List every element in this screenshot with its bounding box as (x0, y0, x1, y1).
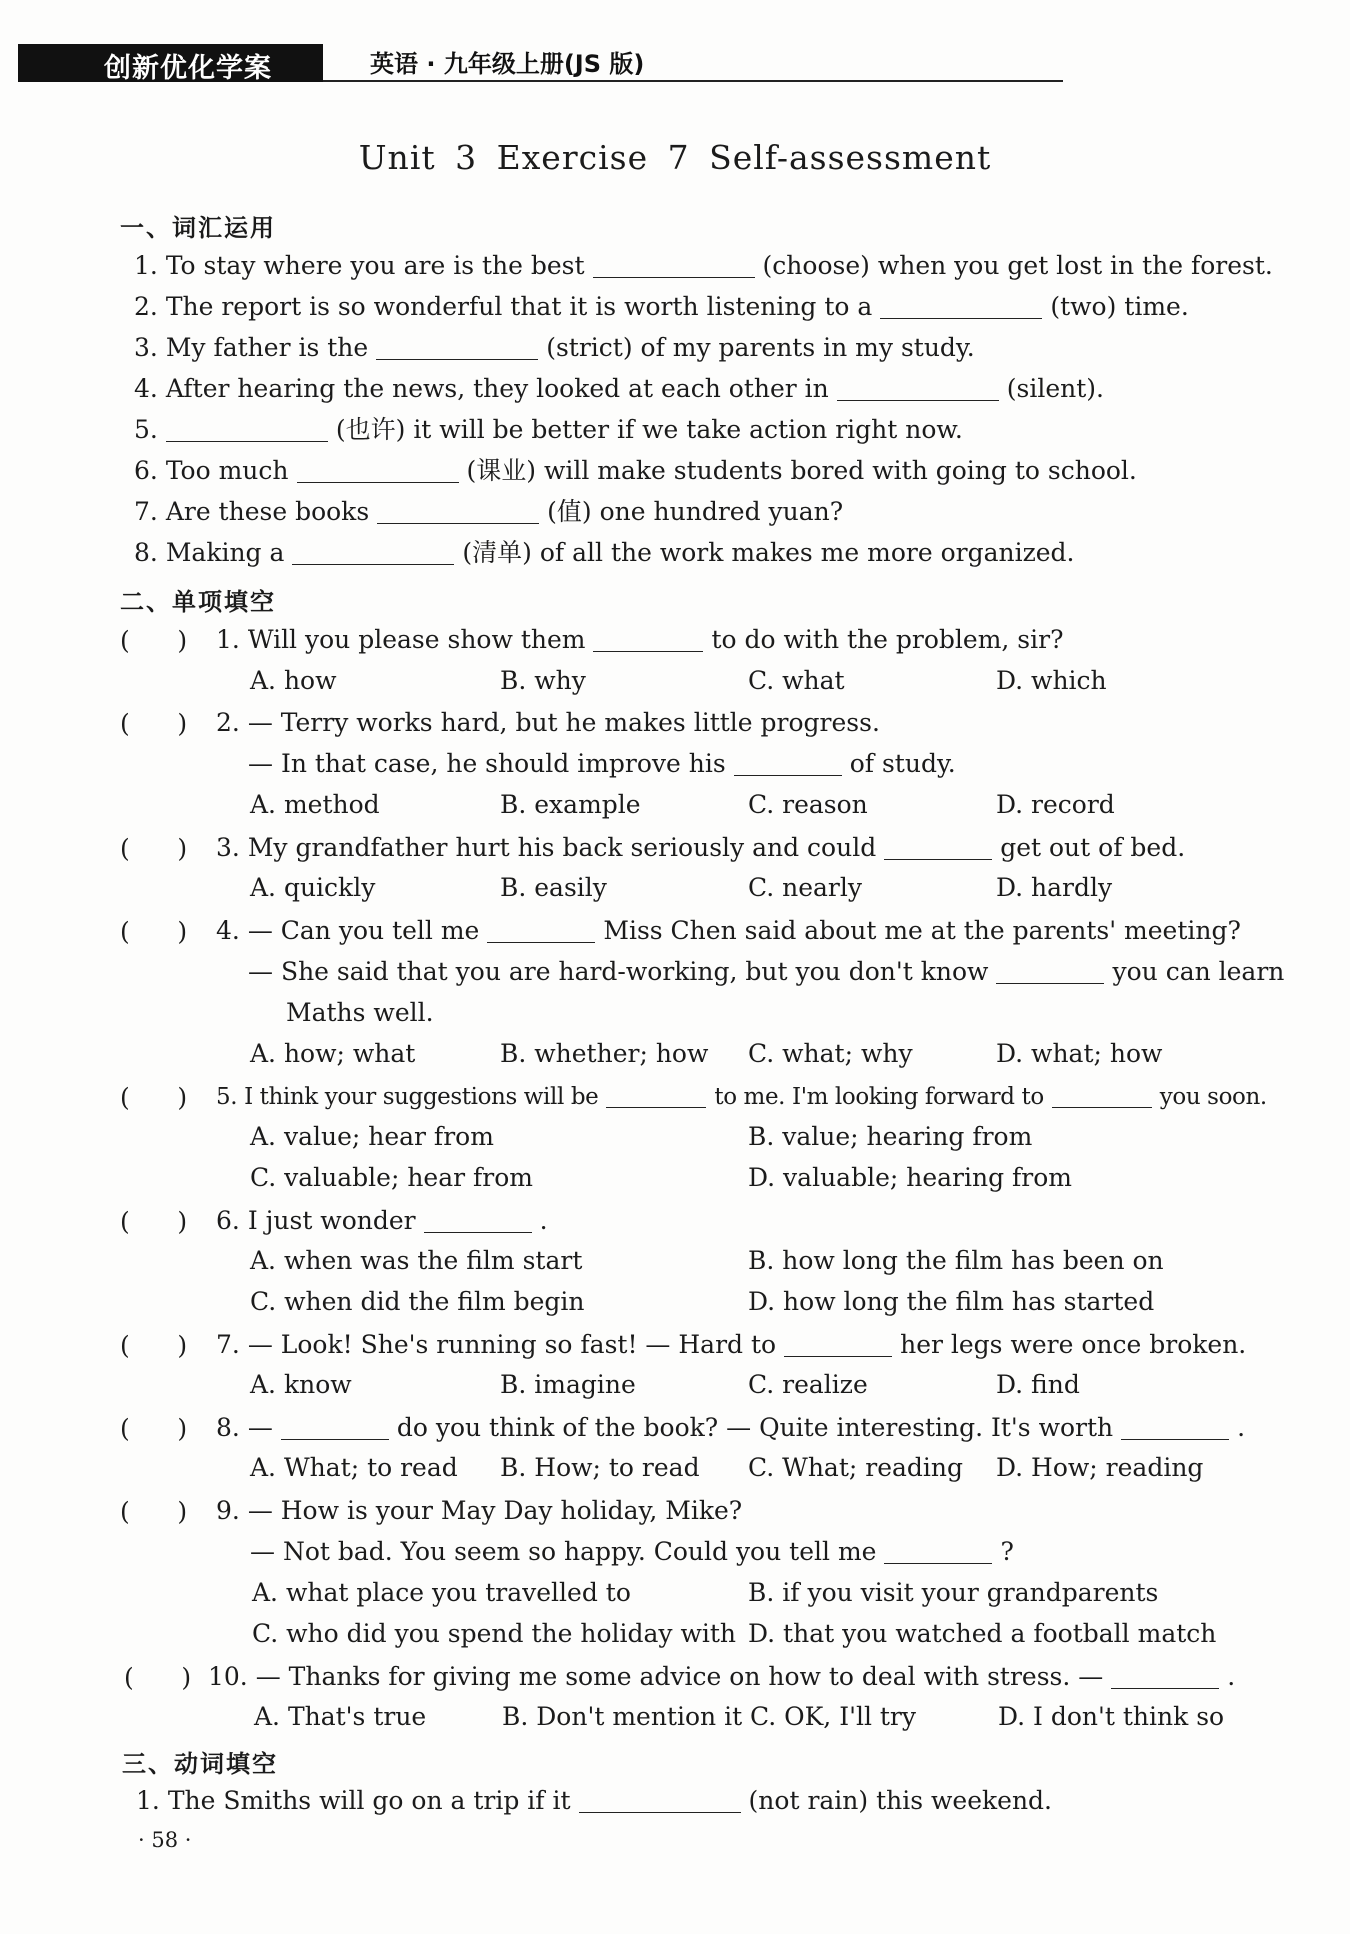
verb-item: 1. The Smiths will go on a trip if it (not rain) this weekend. (136, 1786, 1053, 1815)
vocab-item: 8. Making a (清单) of all the work makes me more organized. (134, 538, 1075, 567)
option: C. when did the film begin (250, 1287, 585, 1316)
answer-blank (884, 1539, 992, 1564)
option: D. find (996, 1370, 1080, 1399)
answer-parentheses[interactable]: ( ) (120, 709, 188, 738)
question-line: Maths well. (286, 998, 434, 1027)
answer-parentheses[interactable]: ( ) (120, 626, 188, 655)
answer-blank (424, 1208, 532, 1233)
question-line: — In that case, he should improve his of study. (248, 749, 956, 778)
answer-blank (606, 1083, 706, 1108)
option: A. quickly (250, 873, 376, 902)
option: D. hardly (996, 873, 1113, 902)
option: D. How; reading (996, 1453, 1204, 1482)
answer-blank[interactable] (593, 253, 755, 278)
option: B. imagine (500, 1370, 636, 1399)
option: C. reason (748, 790, 868, 819)
option: B. value; hearing from (748, 1122, 1033, 1151)
question-line: — She said that you are hard-working, but you don't know you can learn (248, 957, 1285, 986)
answer-blank[interactable] (377, 499, 539, 524)
option: D. I don't think so (998, 1702, 1225, 1731)
question-stem: 6. I just wonder . (216, 1206, 548, 1235)
option: B. whether; how (500, 1039, 709, 1068)
answer-blank[interactable] (376, 335, 538, 360)
answer-blank[interactable] (166, 417, 328, 442)
answer-blank (734, 751, 842, 776)
answer-blank[interactable] (297, 458, 459, 483)
option: B. how long the film has been on (748, 1246, 1164, 1275)
option: B. if you visit your grandparents (748, 1578, 1159, 1607)
option: A. method (250, 790, 380, 819)
option: C. what (748, 666, 845, 695)
question-stem: 9. — How is your May Day holiday, Mike? (216, 1496, 743, 1525)
answer-parentheses[interactable]: ( ) (120, 1414, 188, 1443)
option: D. which (996, 666, 1107, 695)
answer-blank (593, 627, 703, 652)
question-stem: 2. — Terry works hard, but he makes little progress. (216, 708, 880, 737)
vocab-item: 5. (也许) it will be better if we take action right now. (134, 415, 963, 444)
vocab-item: 3. My father is the (strict) of my parents in my study. (134, 333, 975, 362)
question-stem: 7. — Look! She's running so fast! — Hard to her legs were once broken. (216, 1330, 1247, 1359)
option: C. who did you spend the holiday with (252, 1619, 737, 1648)
option: A. value; hear from (250, 1122, 494, 1151)
answer-blank (487, 918, 595, 943)
vocab-item: 7. Are these books (值) one hundred yuan? (134, 497, 844, 526)
answer-blank (281, 1415, 389, 1440)
answer-parentheses[interactable]: ( ) (120, 834, 188, 863)
page-header (18, 40, 1058, 88)
option: A. what place you travelled to (252, 1578, 631, 1607)
answer-parentheses[interactable]: ( ) (124, 1663, 192, 1692)
answer-parentheses[interactable]: ( ) (120, 1083, 188, 1112)
option: B. Don't mention it (502, 1702, 743, 1731)
section-heading-vocabulary: 一、词汇运用 (120, 214, 276, 242)
answer-blank (1121, 1415, 1229, 1440)
option: C. nearly (748, 873, 863, 902)
answer-blank (996, 959, 1104, 984)
option: A. how (250, 666, 337, 695)
question-stem: 3. My grandfather hurt his back seriously and could get out of bed. (216, 833, 1186, 862)
option: A. That's true (254, 1702, 427, 1731)
brand-logo-text: 创新优化学案 (104, 53, 272, 84)
option: B. why (500, 666, 586, 695)
answer-blank[interactable] (579, 1788, 741, 1813)
option: A. know (250, 1370, 352, 1399)
question-stem: 4. — Can you tell me Miss Chen said about me at the parents' meeting? (216, 916, 1241, 945)
vocab-item: 1. To stay where you are is the best (choose) when you get lost in the forest. (134, 251, 1273, 280)
question-stem: 1. Will you please show them to do with the problem, sir? (216, 625, 1064, 654)
option: A. how; what (250, 1039, 416, 1068)
brand-band (18, 44, 323, 82)
answer-parentheses[interactable]: ( ) (120, 1497, 188, 1526)
header-rule (323, 80, 1063, 82)
answer-parentheses[interactable]: ( ) (120, 1331, 188, 1360)
option: B. How; to read (500, 1453, 700, 1482)
option: C. realize (748, 1370, 868, 1399)
option: C. valuable; hear from (250, 1163, 533, 1192)
question-stem: 10. — Thanks for giving me some advice on how to deal with stress. — . (208, 1662, 1236, 1691)
option: C. what; why (748, 1039, 913, 1068)
option: A. when was the film start (250, 1246, 583, 1275)
book-title: 英语 · 九年级上册(JS 版) (370, 50, 645, 78)
answer-parentheses[interactable]: ( ) (120, 1207, 188, 1236)
question-stem: 8. — do you think of the book? — Quite interesting. It's worth . (216, 1413, 1246, 1442)
question-line: — Not bad. You seem so happy. Could you tell me ? (250, 1537, 1014, 1566)
option: D. record (996, 790, 1115, 819)
option: A. What; to read (250, 1453, 458, 1482)
option: D. what; how (996, 1039, 1163, 1068)
answer-blank (784, 1332, 892, 1357)
answer-blank (1052, 1083, 1152, 1108)
answer-blank[interactable] (880, 294, 1042, 319)
answer-blank (1111, 1664, 1219, 1689)
option: B. example (500, 790, 641, 819)
vocab-item: 6. Too much (课业) will make students bored with going to school. (134, 456, 1137, 485)
option: D. how long the film has started (748, 1287, 1155, 1316)
option: B. easily (500, 873, 607, 902)
option: C. What; reading (748, 1453, 964, 1482)
answer-parentheses[interactable]: ( ) (120, 917, 188, 946)
vocab-item: 2. The report is so wonderful that it is worth listening to a (two) time. (134, 292, 1189, 321)
option: D. valuable; hearing from (748, 1163, 1072, 1192)
question-stem: 5. I think your suggestions will be to me. I'm looking forward to you soon. (216, 1084, 1267, 1110)
page-number: · 58 · (138, 1828, 192, 1852)
vocab-item: 4. After hearing the news, they looked at each other in (silent). (134, 374, 1104, 403)
section-heading-verb-fill: 三、动词填空 (122, 1750, 278, 1778)
exercise-title: Unit 3 Exercise 7 Self-assessment (358, 138, 992, 177)
section-heading-multiple-choice: 二、单项填空 (120, 588, 276, 616)
option: D. that you watched a football match (748, 1619, 1217, 1648)
option: C. OK, I'll try (750, 1702, 917, 1731)
answer-blank[interactable] (837, 376, 999, 401)
answer-blank[interactable] (292, 540, 454, 565)
answer-blank (884, 835, 992, 860)
